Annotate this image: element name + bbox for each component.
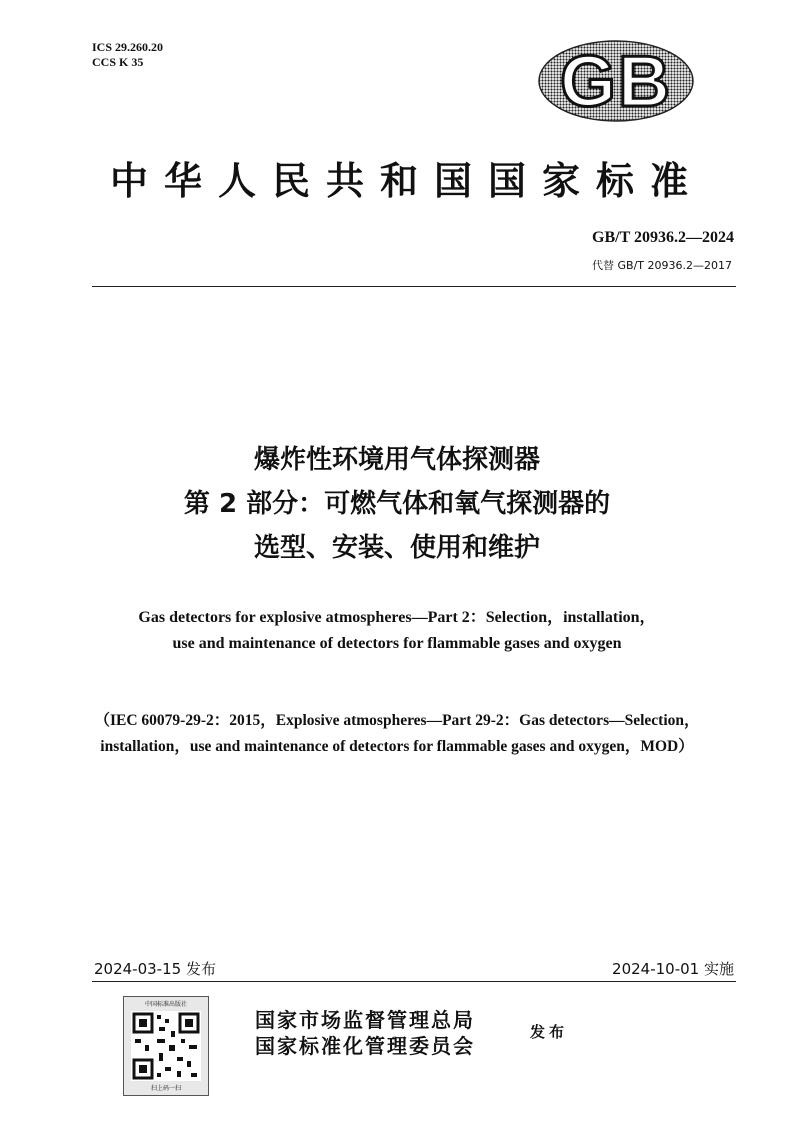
replaces-standard: 代替 GB/T 20936.2—2017: [592, 259, 732, 272]
qr-code-panel[interactable]: [123, 996, 209, 1096]
issuing-organizations: [255, 1007, 475, 1059]
ccs-code: CCS K 35: [92, 55, 144, 69]
footer-divider: [92, 981, 736, 982]
gb-logo-text: GB: [560, 42, 672, 122]
publish-label: 发布: [530, 1023, 569, 1041]
english-title: [0, 605, 794, 657]
title-en-line-1: Gas detectors for explosive atmospheres—Part 2：Selection，installation，: [138, 609, 656, 626]
equivalence-line-1: （IEC 60079-29-2：2015，Explosive atmospheres—Part 29-2：Gas detectors—Selection，: [94, 712, 700, 729]
qr-code-icon: [131, 1011, 201, 1081]
title-en-line-2: use and maintenance of detectors for flammable gases and oxygen: [172, 635, 622, 652]
title-cn-line-3: 选型、安装、使用和维护: [253, 533, 540, 563]
issuer-sac: 国家标准化管理委员会: [255, 1034, 475, 1058]
chinese-title: [0, 438, 794, 570]
ics-code: ICS 29.260.20: [92, 40, 164, 54]
classification-codes: [92, 40, 163, 70]
equivalence-line-2: installation，use and maintenance of detectors for flammable gases and oxygen，MOD）: [100, 738, 694, 755]
implementation-date: 2024-10-01 实施: [612, 960, 734, 978]
header-divider: [92, 286, 736, 287]
title-cn-line-1: 爆炸性环境用气体探测器: [253, 445, 540, 475]
issuer-samr: 国家市场监督管理总局: [255, 1008, 475, 1032]
title-cn-line-2: 第 2 部分：可燃气体和氧气探测器的: [183, 489, 611, 519]
iec-equivalence: [0, 708, 794, 760]
national-standard-title: 中华人民共和国国家标准: [109, 158, 704, 203]
gb-logo: [538, 40, 694, 122]
standard-number: GB/T 20936.2—2024: [592, 229, 734, 246]
qr-top-label: 中国标准出版社: [144, 1001, 187, 1008]
qr-bottom-label: 扫上码一扫: [150, 1085, 181, 1092]
issue-date: 2024-03-15 发布: [94, 960, 216, 978]
